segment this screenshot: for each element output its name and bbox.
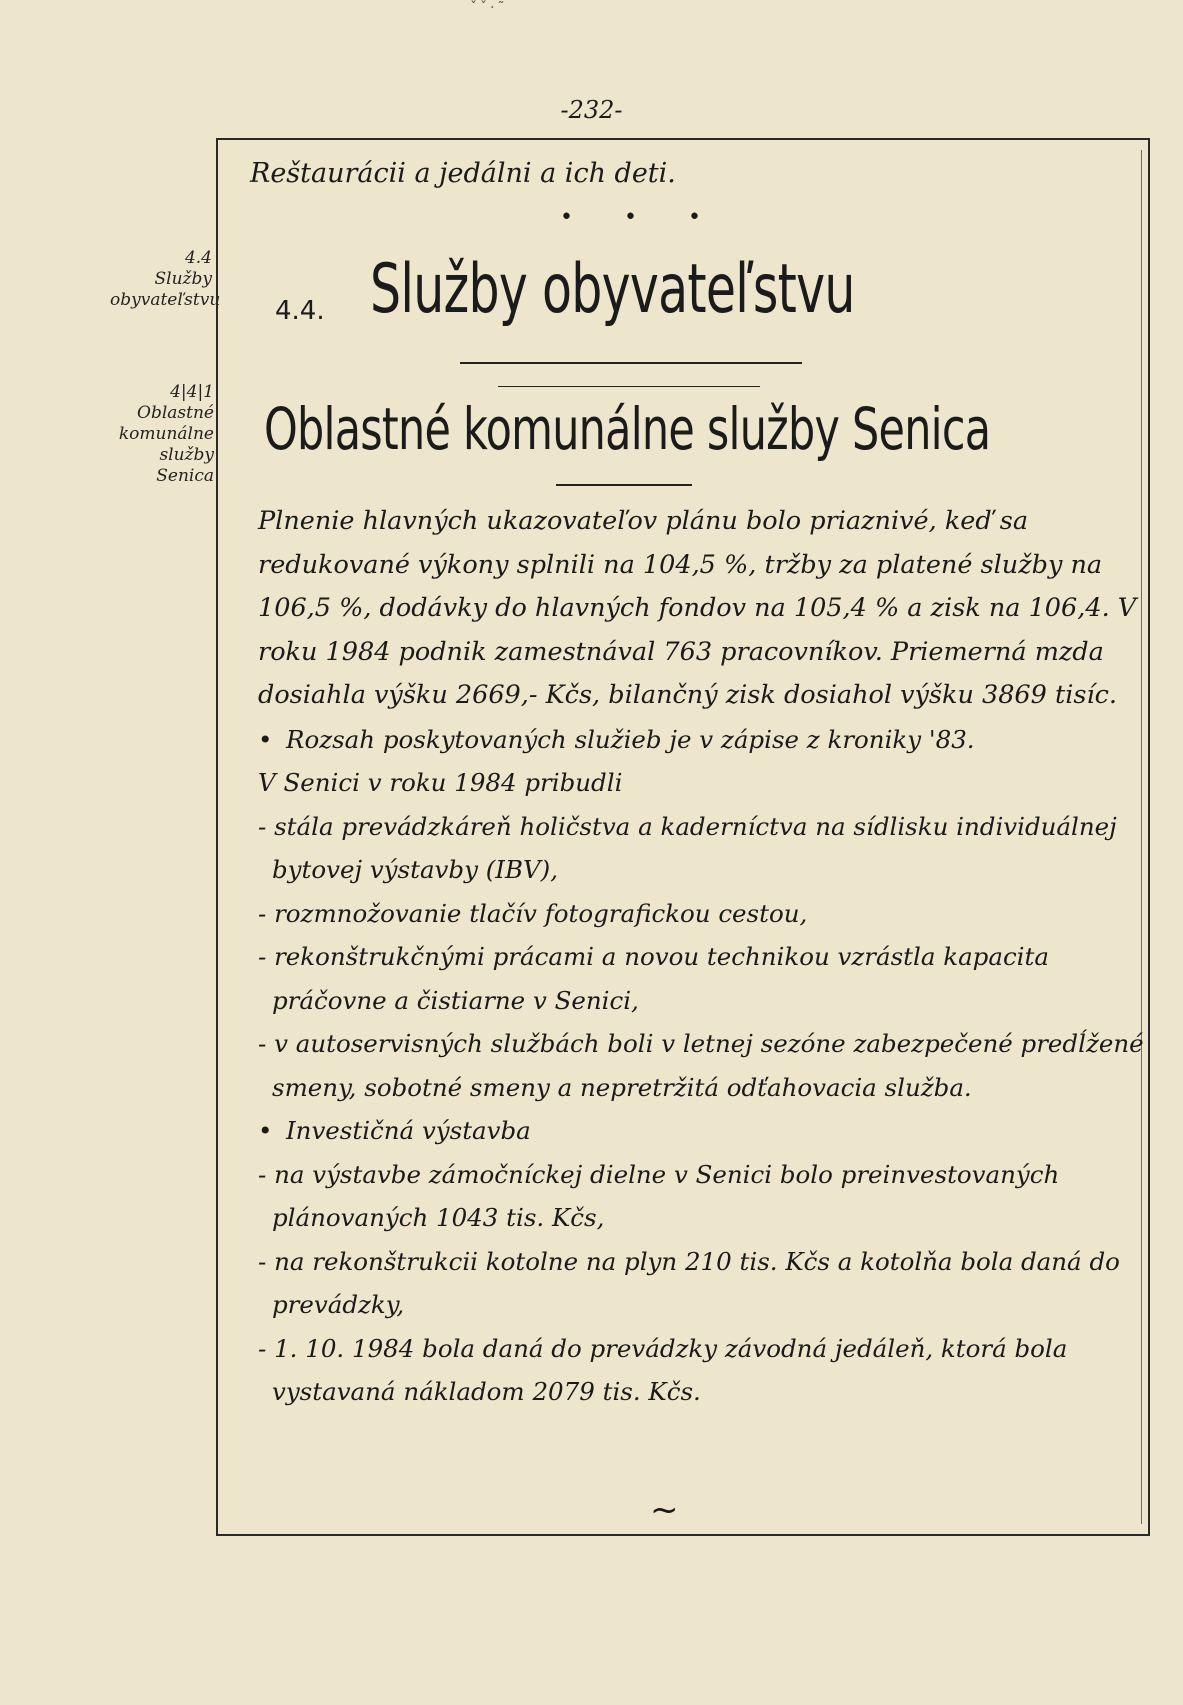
margin-note-line: 4|4|1 bbox=[170, 382, 214, 402]
margin-note-section-4-4 bbox=[110, 248, 221, 311]
margin-note-line: Služby bbox=[154, 269, 212, 289]
dash-item: - na výstavbe zámočníckej dielne v Senici bolo preinvestovaných plánovaných 1043 tis. Kčs, bbox=[258, 1159, 1060, 1232]
bullet-mark: • bbox=[258, 1116, 273, 1145]
heading-overline bbox=[498, 386, 760, 387]
dash-item: - v autoservisných službách boli v letnej sezóne zabezpečené predĺžené smeny, sobotné smeny a nepretržitá odťahovacia služba. bbox=[258, 1029, 1144, 1102]
bullet-item bbox=[258, 1109, 1146, 1153]
top-note: Reštaurácii a jedálni a ich deti. bbox=[250, 158, 676, 189]
chronicle-body bbox=[258, 500, 1146, 1414]
subsection-heading: Oblastné komunálne služby Senica bbox=[264, 395, 991, 463]
subheading-underline bbox=[556, 484, 692, 486]
margin-note-line: Senica bbox=[156, 466, 214, 486]
paragraph-senica: V Senici v roku 1984 pribudli bbox=[258, 768, 623, 797]
margin-note-line: 4.4 bbox=[184, 248, 212, 268]
dash-item: - stála prevádzkáreň holičstva a kaderníctva na sídlisku individuálnej bytovej výstavby (IBV), bbox=[258, 811, 1117, 884]
bullet-item bbox=[258, 718, 1146, 762]
decorative-dots: • • • bbox=[560, 205, 723, 230]
bullet-mark: • bbox=[258, 724, 273, 754]
margin-note-section-4-4-1 bbox=[110, 382, 214, 487]
margin-note-line: obyvateľstvu bbox=[110, 290, 221, 310]
dash-item: - rekonštrukčnými prácami a novou technikou vzrástla kapacita práčovne a čistiarne v Senici, bbox=[258, 942, 1049, 1015]
top-scribble: ˇˇ·˜ bbox=[470, 0, 508, 16]
dash-item: - 1. 10. 1984 bola daná do prevádzky závodná jedáleň, ktorá bola vystavaná nákladom 2079 tis. Kčs. bbox=[258, 1333, 1068, 1406]
page-number: -232- bbox=[560, 96, 623, 124]
bullet-text: Investičná výstavba bbox=[286, 1116, 531, 1145]
paragraph-plan: Plnenie hlavných ukazovateľov plánu bolo priaznivé, keď sa redukované výkony splnili na 104,5 %, tržby za platené služby na 106,5 %, dodávky do hlavných fondov na 105,4 % a zisk na 106,4. V roku 1984 podnik zamestnával 763 pracovníkov. Priemerná mzda dosiahla výšku 2669,- Kčs, bilančný zisk dosiahol výšku 3869 tisíc. bbox=[258, 506, 1137, 710]
margin-note-line: služby bbox=[159, 445, 214, 465]
end-flourish: ~ bbox=[650, 1490, 679, 1530]
dash-item: - rozmnožovanie tlačív fotografickou cestou, bbox=[258, 898, 808, 928]
section-number: 4.4. bbox=[275, 296, 325, 326]
margin-note-line: Oblastné bbox=[137, 403, 214, 423]
dash-item: - na rekonštrukcii kotolne na plyn 210 tis. Kčs a kotolňa bola daná do prevádzky, bbox=[258, 1246, 1120, 1319]
section-heading: Služby obyvateľstvu bbox=[370, 250, 855, 329]
margin-note-line: komunálne bbox=[118, 424, 214, 444]
heading-underline bbox=[460, 362, 802, 364]
bullet-text: Rozsah poskytovaných služieb je v zápise z kroniky '83. bbox=[286, 724, 975, 754]
